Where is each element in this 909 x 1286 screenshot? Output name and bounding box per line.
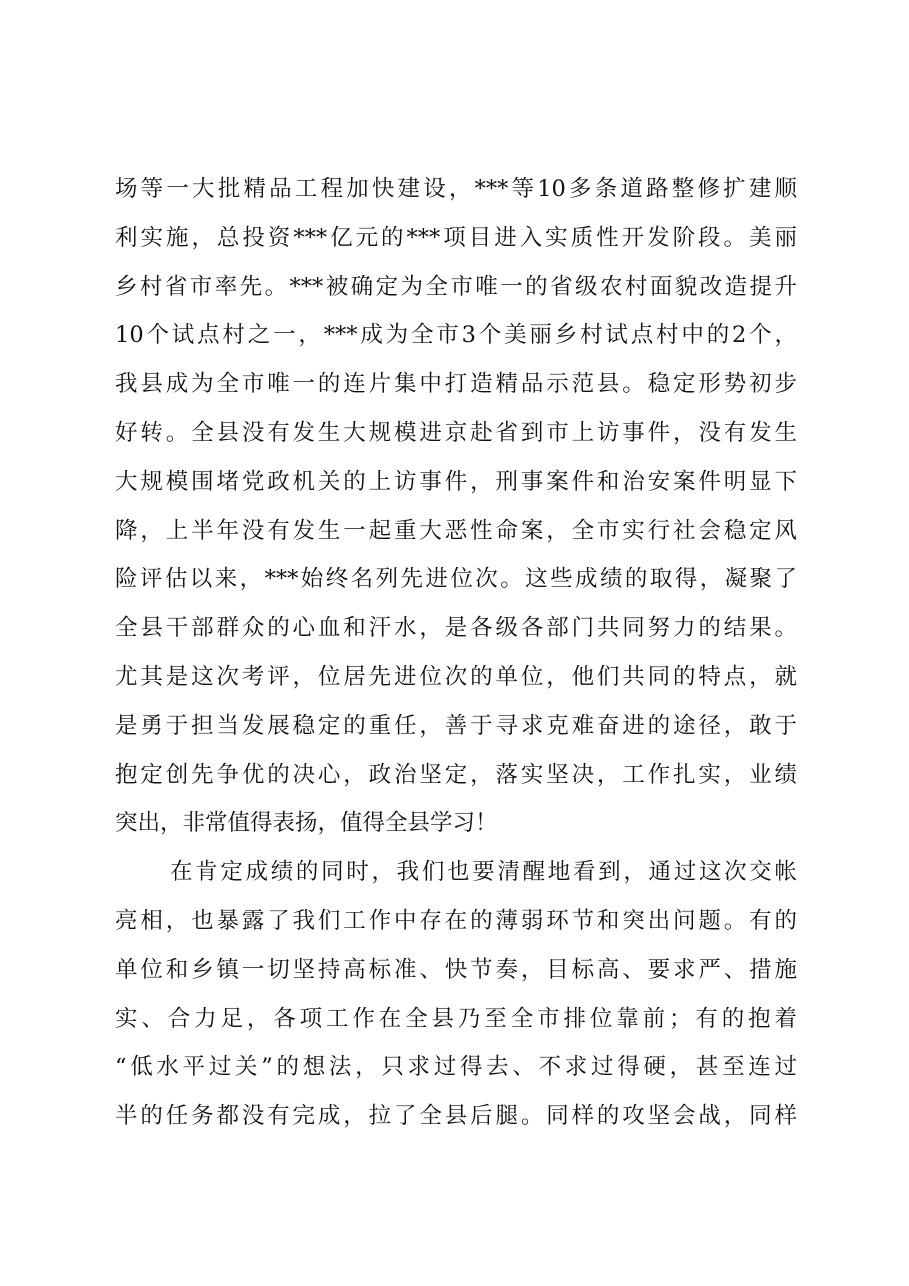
text-line: 抱定创先争优的决心，政治坚定，落实坚决，工作扎实，业绩 <box>115 761 797 788</box>
text-line: 好转。全县没有发生大规模进京赴省到市上访事件，没有发生 <box>115 419 797 446</box>
text-line: 实、合力足，各项工作在全县乃至全市排位靠前；有的抱着 <box>115 1005 797 1032</box>
text-line: 在肯定成绩的同时，我们也要清醒地看到，通过这次交帐 <box>170 859 797 886</box>
text-line: 乡村省市率先。***被确定为全市唯一的省级农村面貌改造提升 <box>115 273 797 300</box>
text-line: 10个试点村之一，***成为全市3个美丽乡村试点村中的2个， <box>115 322 797 349</box>
text-line: 全县干部群众的心血和汗水，是各级各部门共同努力的结果。 <box>115 615 797 642</box>
text-line: 利实施，总投资***亿元的***项目进入实质性开发阶段。美丽 <box>115 224 797 251</box>
text-line: “低水平过关”的想法，只求过得去、不求过得硬，甚至连过 <box>115 1054 797 1081</box>
text-line: 单位和乡镇一切坚持高标准、快节奏，目标高、要求严、措施 <box>115 956 797 983</box>
paragraph-2 <box>115 848 797 1141</box>
text-line: 尤其是这次考评，位居先进位次的单位，他们共同的特点，就 <box>115 663 797 690</box>
text-line: 亮相，也暴露了我们工作中存在的薄弱环节和突出问题。有的 <box>115 907 797 934</box>
document-body <box>115 165 797 1141</box>
text-line: 场等一大批精品工程加快建设，***等10多条道路整修扩建顺 <box>115 176 797 202</box>
text-line: 突出，非常值得表扬，值得全县学习！ <box>115 810 498 837</box>
paragraph-1 <box>115 165 797 848</box>
text-line: 大规模围堵党政机关的上访事件，刑事案件和治安案件明显下 <box>115 468 797 495</box>
text-line: 降，上半年没有发生一起重大恶性命案，全市实行社会稳定风 <box>115 517 797 544</box>
text-line: 我县成为全市唯一的连片集中打造精品示范县。稳定形势初步 <box>115 371 797 398</box>
text-line: 是勇于担当发展稳定的重任，善于寻求克难奋进的途径，敢于 <box>115 712 797 739</box>
text-line: 险评估以来，***始终名列先进位次。这些成绩的取得，凝聚了 <box>115 566 797 593</box>
text-line: 半的任务都没有完成，拉了全县后腿。同样的攻坚会战，同样 <box>115 1103 797 1130</box>
